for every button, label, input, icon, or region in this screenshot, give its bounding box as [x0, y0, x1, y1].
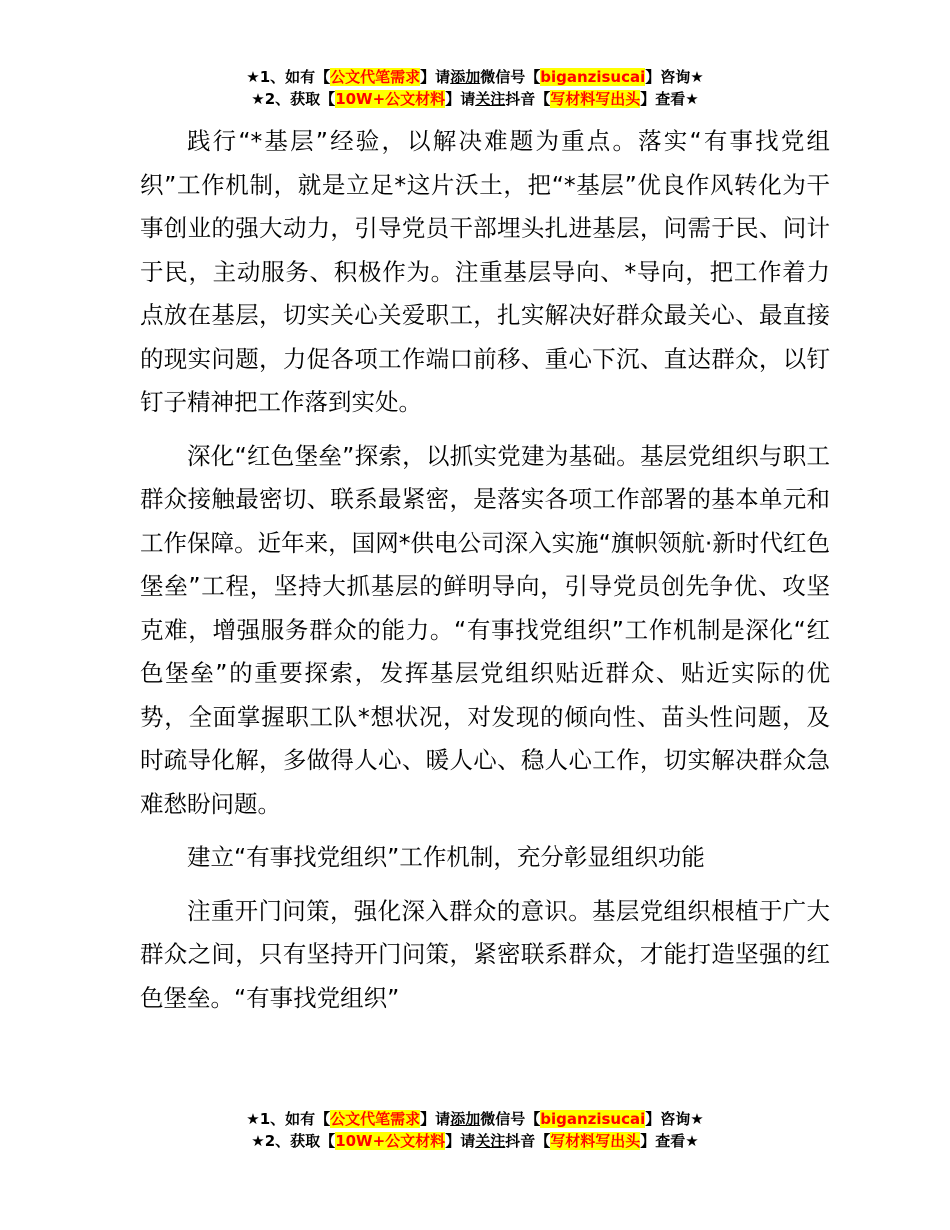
banner-text: 】咨询★ — [645, 68, 704, 86]
banner-text: 】查看★ — [640, 1132, 699, 1150]
banner-line-1 — [0, 1108, 950, 1130]
banner-text: 微信号【 — [480, 1110, 541, 1128]
follow-label: 关注 — [475, 90, 506, 108]
add-label: 添加 — [450, 1110, 481, 1128]
banner-text: 抖音【 — [505, 1132, 551, 1150]
document-body — [140, 120, 830, 1030]
banner-text: ★2、获取【 — [251, 90, 336, 108]
banner-text: ★2、获取【 — [251, 1132, 336, 1150]
footer-banner — [0, 1108, 950, 1152]
account-highlight: 写材料写出头 — [550, 1132, 641, 1150]
banner-text: 】请 — [445, 90, 476, 108]
banner-line-2 — [0, 1130, 950, 1152]
paragraph: 践行“*基层”经验，以解决难题为重点。落实“有事找党组织”工作机制，就是立足*这片沃土，把“*基层”优良作风转化为干事创业的强大动力，引导党员干部埋头扎进基层，问需于民、问计于民，主动服务、积极作为。注重基层导向、*导向，把工作着力点放在基层，切实关心关爱职工，扎实解决好群众最关心、最直接的现实问题，力促各项工作端口前移、重心下沉、直达群众，以钉钉子精神把工作落到实处。 — [140, 127, 830, 416]
banner-line-1 — [0, 66, 950, 88]
wechat-id-highlight: biganzisucai — [540, 68, 646, 86]
banner-text: 】请 — [420, 1110, 451, 1128]
section-heading: 建立“有事找党组织”工作机制，充分彰显组织功能 — [187, 843, 705, 871]
wechat-id-highlight: biganzisucai — [540, 1110, 646, 1128]
banner-line-2 — [0, 88, 950, 110]
banner-text: 】请 — [420, 68, 451, 86]
header-banner — [0, 66, 950, 110]
banner-text: ★1、如有【 — [246, 1110, 331, 1128]
service-highlight: 公文代笔需求 — [330, 68, 421, 86]
service-highlight: 公文代笔需求 — [330, 1110, 421, 1128]
paragraph: 深化“红色堡垒”探索，以抓实党建为基础。基层党组织与职工群众接触最密切、联系最紧密，是落实各项工作部署的基本单元和工作保障。近年来，国网*供电公司深入实施“旗帜领航·新时代红色堡垒”工程，坚持大抓基层的鲜明导向，引导党员创先争优、攻坚克难，增强服务群众的能力。“有事找党组织”工作机制是深化“红色堡垒”的重要探索，发挥基层党组织贴近群众、贴近实际的优势，全面掌握职工队*想状况，对发现的倾向性、苗头性问题，及时疏导化解，多做得人心、暖人心、稳人心工作，切实解决群众急难愁盼问题。 — [140, 441, 830, 818]
banner-text: 抖音【 — [505, 90, 551, 108]
material-highlight: 10W+公文材料 — [335, 1132, 446, 1150]
banner-text: 】咨询★ — [645, 1110, 704, 1128]
follow-label: 关注 — [475, 1132, 506, 1150]
banner-text: 】查看★ — [640, 90, 699, 108]
banner-text: 微信号【 — [480, 68, 541, 86]
banner-text: 】请 — [445, 1132, 476, 1150]
paragraph: 注重开门问策，强化深入群众的意识。基层党组织根植于广大群众之间，只有坚持开门问策，紧密联系群众，才能打造坚强的红色堡垒。“有事找党组织” — [140, 896, 830, 1012]
banner-text: ★1、如有【 — [246, 68, 331, 86]
add-label: 添加 — [450, 68, 481, 86]
account-highlight: 写材料写出头 — [550, 90, 641, 108]
material-highlight: 10W+公文材料 — [335, 90, 446, 108]
